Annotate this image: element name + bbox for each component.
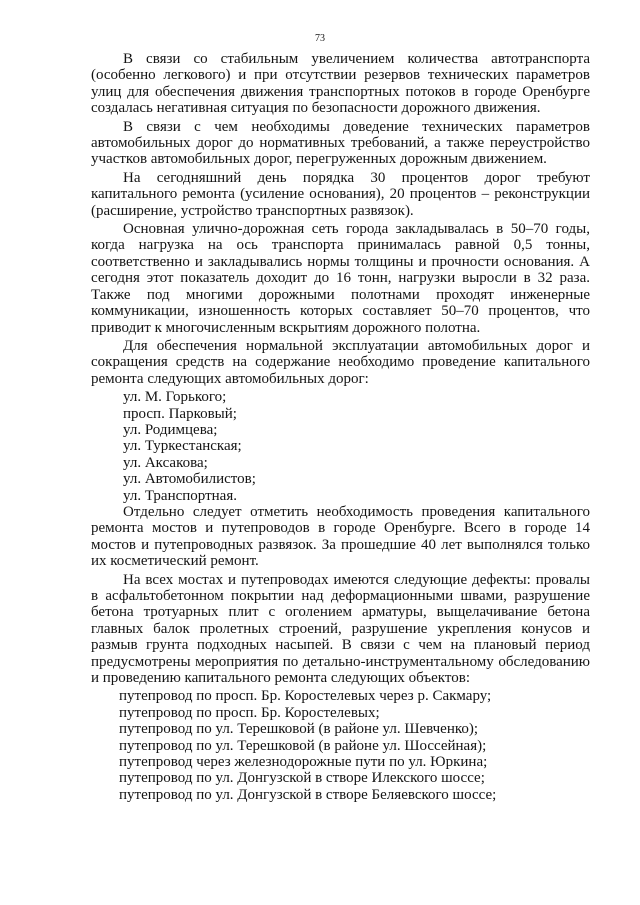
- paragraph: На всех мостах и путепроводах имеются следующие дефекты: провалы в асфальтобетонном покрытии над деформационными швами, разрушение бетона тротуарных плит с оголением арматуры, выщелачивание бетона главных балок пролетных строений, разрушение укрепления конусов и размыв грунта подходных насыпей. В связи с чем на плановый период предусмотрены мероприятия по детально-инструментальному обследованию и проведению капитального ремонта следующих объектов:: [91, 571, 590, 687]
- list-item: путепровод через железнодорожные пути по ул. Юркина;: [119, 754, 488, 771]
- paragraph: Отдельно следует отметить необходимость проведения капитального ремонта мостов и путепроводов в городе Оренбурге. Всего в городе 14 мостов и путепроводных развязок. За прошедшие 40 лет выполнялся только их косметический ремонт.: [91, 503, 590, 570]
- list-item: путепровод по ул. Терешковой (в районе ул. Шоссейная);: [119, 737, 487, 754]
- paragraph: На сегодняшний день порядка 30 процентов дорог требуют капитального ремонта (усиление основания), 20 процентов – реконструкции (расширение, устройство транспортных развязок).: [91, 169, 590, 219]
- list-item: путепровод по ул. Донгузской в створе Беляевского шоссе;: [119, 786, 497, 803]
- paragraph: Основная улично-дорожная сеть города закладывалась в 50–70 годы, когда нагрузка на ось транспорта принималась равной 0,5 тонны, соответственно и закладывались нормы толщины и прочности основания. А сегодня этот показатель доходит до 16 тонн, нагрузки выросли в 32 раза. Также под многими дорожными полотнами проходят инженерные коммуникации, изношенность которых составляет 50–70 процентов, что приводит к многочисленным вскрытиям дорожного полотна.: [91, 221, 590, 336]
- list-item: ул. Туркестанская;: [123, 438, 242, 455]
- bridges-list: [91, 688, 590, 803]
- paragraph: Для обеспечения нормальной эксплуатации автомобильных дорог и сокращения средств на содержание необходимо проведение капитального ремонта следующих автомобильных дорог:: [91, 337, 590, 387]
- list-item: путепровод по просп. Бр. Коростелевых;: [119, 704, 380, 721]
- list-item: ул. М. Горького;: [123, 389, 227, 406]
- list-item: просп. Парковый;: [123, 405, 237, 422]
- page-number: 73: [315, 33, 325, 44]
- list-item: путепровод по ул. Терешковой (в районе ул. Шевченко);: [119, 721, 479, 738]
- list-item: путепровод по просп. Бр. Коростелевых через р. Сакмару;: [119, 688, 492, 705]
- list-item: ул. Родимцева;: [123, 421, 218, 438]
- list-item: ул. Автомобилистов;: [123, 471, 256, 488]
- list-item: путепровод по ул. Донгузской в створе Илекского шоссе;: [119, 770, 485, 787]
- roads-list: [91, 389, 590, 504]
- paragraph: В связи со стабильным увеличением количества автотранспорта (особенно легкового) и при отсутствии резервов технических параметров улиц для обеспечения движения транспортных потоков в городе Оренбурге создалась негативная ситуация по безопасности дорожного движения.: [91, 51, 590, 117]
- list-item: ул. Аксакова;: [123, 454, 208, 471]
- paragraph: В связи с чем необходимы доведение технических параметров автомобильных дорог до нормативных требований, а также переустройство участков автомобильных дорог, перегруженных дорожным движением.: [91, 118, 590, 168]
- list-item: ул. Транспортная.: [123, 487, 237, 504]
- document-body: [91, 51, 590, 803]
